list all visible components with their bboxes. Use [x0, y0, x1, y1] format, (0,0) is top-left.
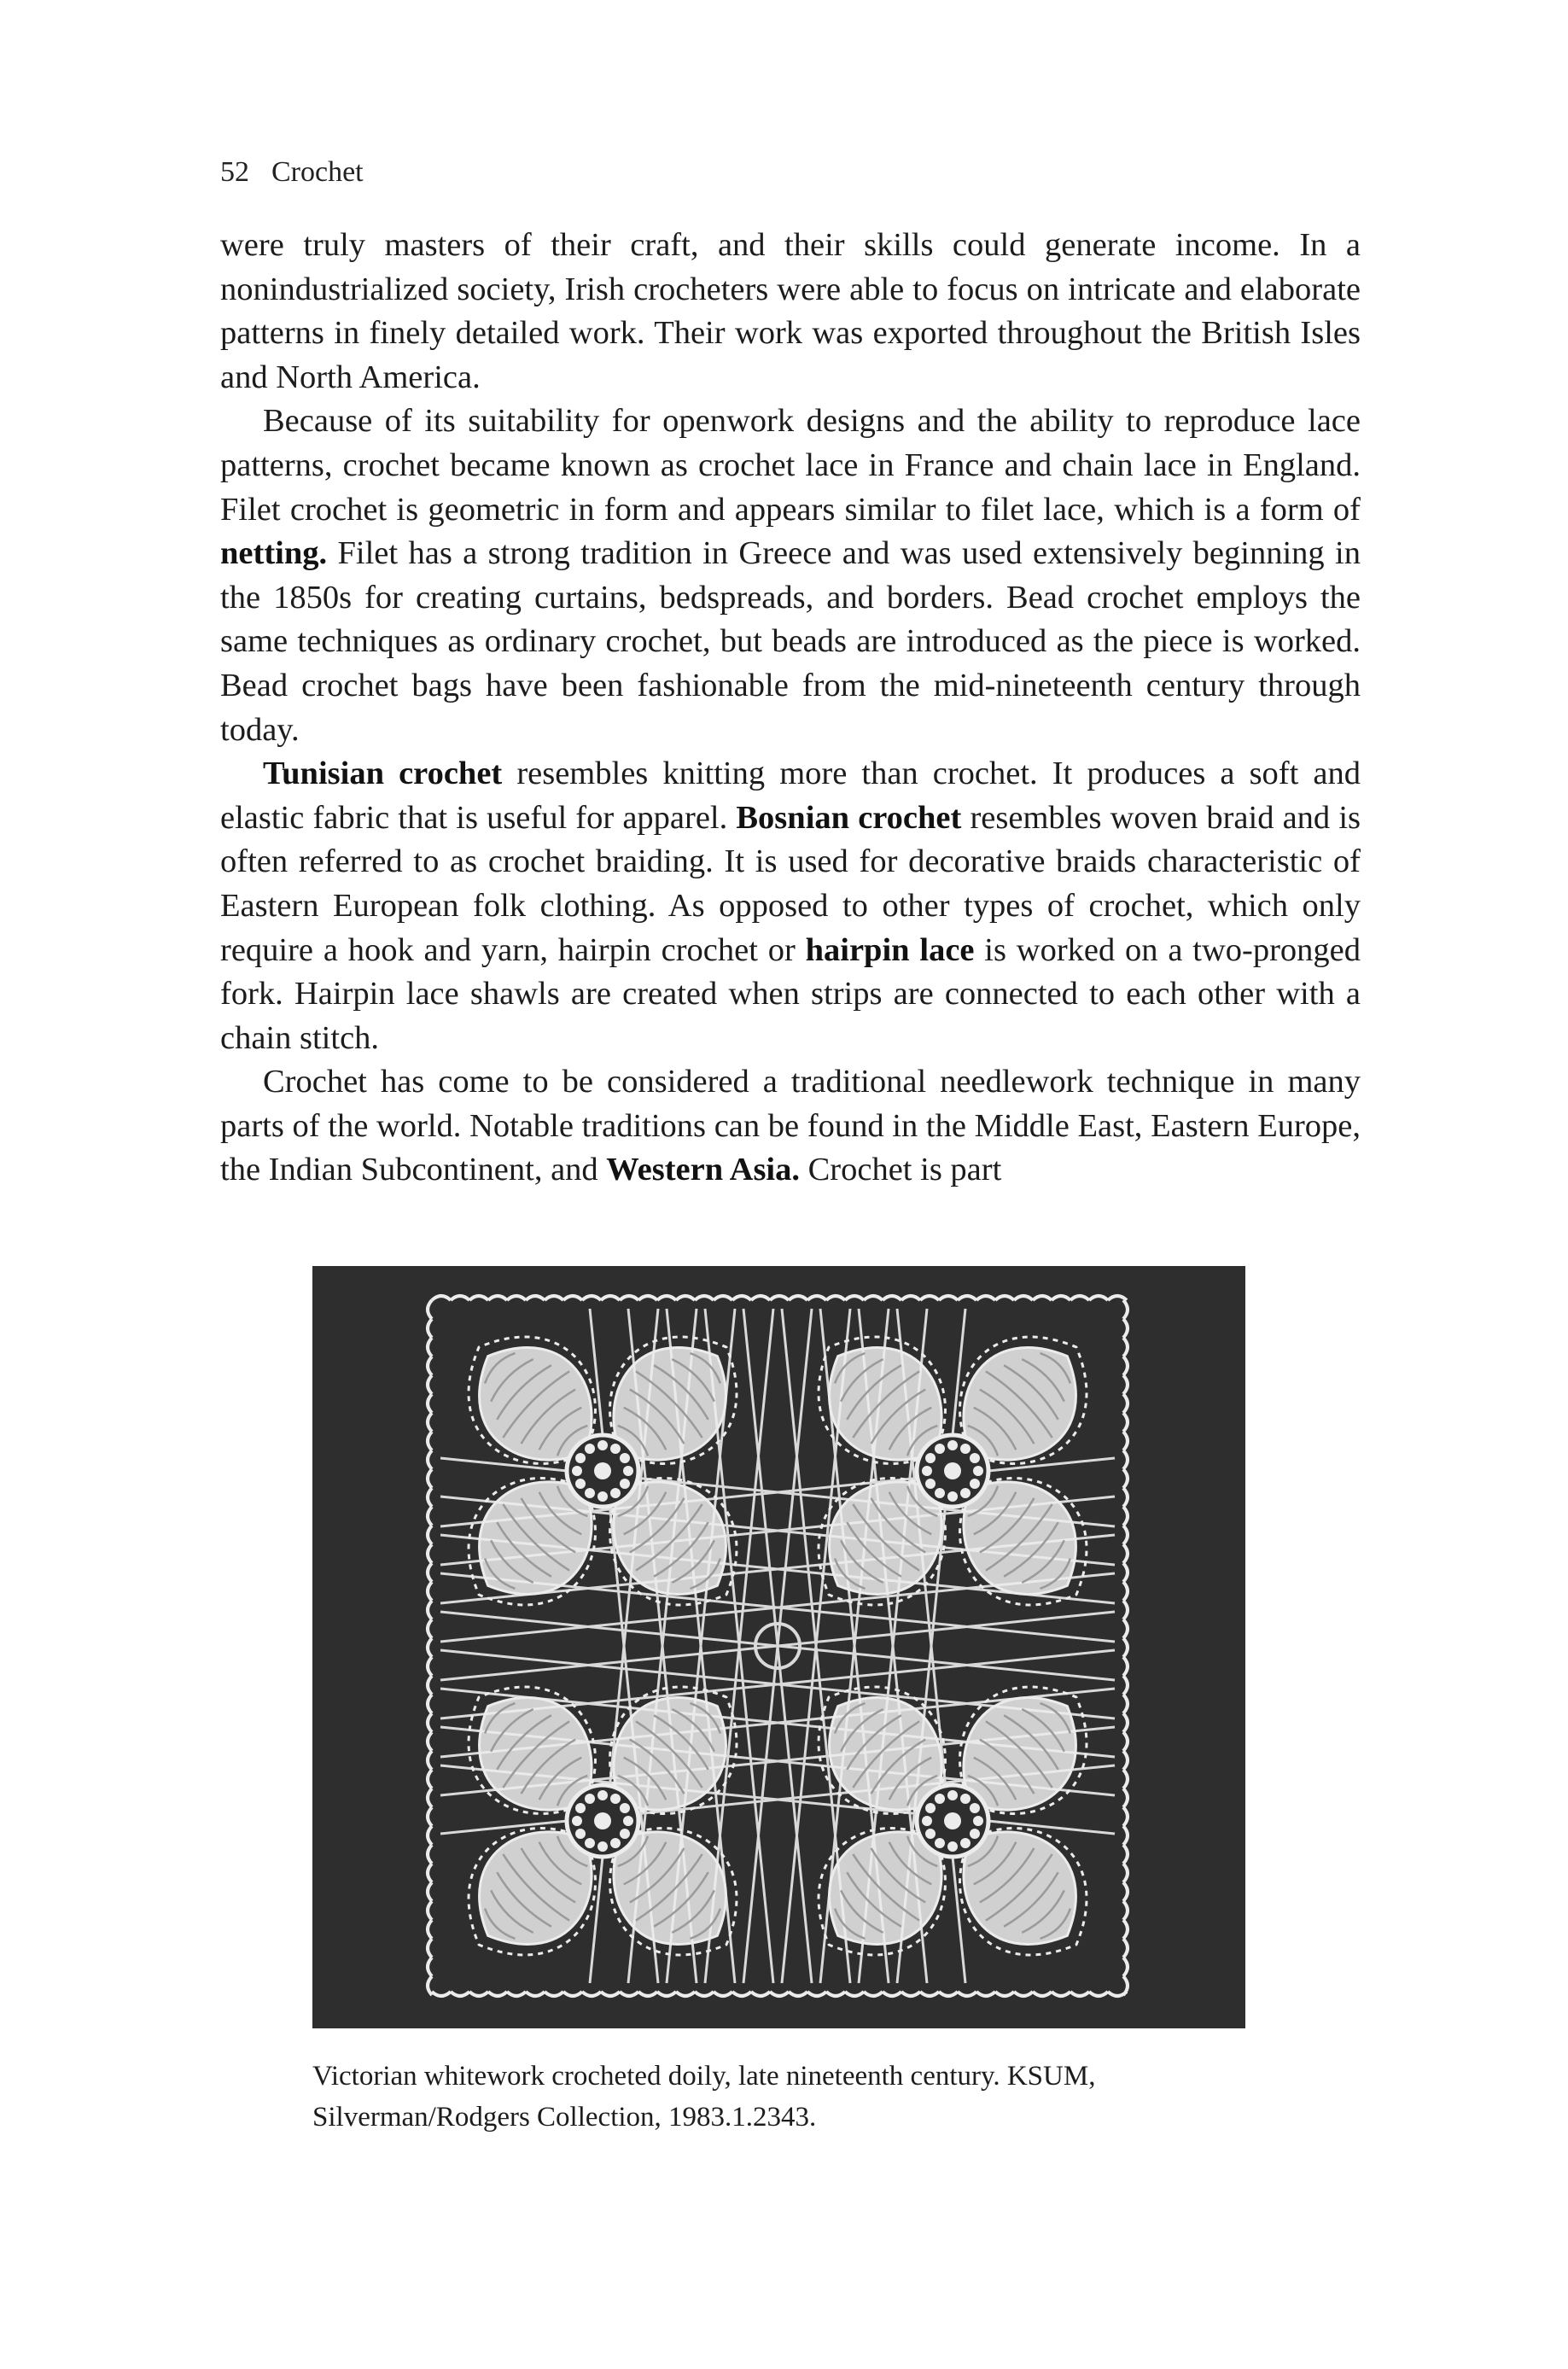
page-number: 52: [220, 156, 249, 188]
paragraph-3-text-b: resembles woven braid and is often referred to as crochet braiding. It is used for decorative braids characteristic of Eastern European folk clothing. As opposed to other types of crochet, which only require a hook and yarn, hairpin crochet or: [220, 799, 1361, 968]
paragraph-4-text-a: Crochet has come to be considered a traditional needlework technique in many parts of the world. Notable traditions can be found in the Middle East, Eastern Europe, the Indian Subcontinent, and: [220, 1064, 1361, 1188]
paragraph-4-text-b: Crochet is part: [800, 1152, 1002, 1188]
paragraph-1: [220, 224, 1361, 400]
paragraph-1-text: were truly masters of their craft, and their skills could generate income. In a nonindustrialized society, Irish crocheters were able to focus on intricate and elaborate patterns in finely detailed work. Their work was exported throughout the British Isles and North America.: [220, 227, 1361, 395]
paragraph-3-text-c: is worked on a two-pronged fork. Hairpin lace shawls are created when strips are connected to each other with a chain stitch.: [220, 931, 1361, 1056]
paragraph-2-text-a: Because of its suitability for openwork designs and the ability to reproduce lace patterns, crochet became known as crochet lace in France and chain lace in England. Filet crochet is geometric in form and appears similar to filet lace, which is a form of: [220, 403, 1361, 528]
doily-photograph: [312, 1266, 1245, 2028]
paragraph-3: [220, 752, 1361, 1060]
paragraph-3-text-a: resembles knitting more than crochet. It produces a soft and elastic fabric that is useful for apparel.: [220, 756, 1361, 836]
section-title: Crochet: [271, 156, 364, 188]
term-western-asia: Western Asia.: [606, 1152, 800, 1188]
term-bosnian-crochet: Bosnian crochet: [736, 799, 962, 836]
term-tunisian-crochet: Tunisian crochet: [263, 756, 503, 792]
paragraph-2: [220, 400, 1361, 752]
figure-caption: Victorian whitework crocheted doily, late nineteenth century. KSUM, Silverman/Rodgers Collection, 1983.1.2343.: [312, 2061, 1096, 2133]
paragraph-2-text-b: Filet has a strong tradition in Greece and was used extensively beginning in the 1850s for creating curtains, bedspreads, and borders. Bead crochet employs the same techniques as ordinary crochet, but beads are introduced as the piece is worked. Bead crochet bags have been fashionable from the mid-nineteenth century through today.: [220, 535, 1361, 748]
paragraph-4: [220, 1060, 1361, 1193]
term-netting: netting.: [220, 535, 328, 572]
doily-illustration: [312, 1266, 1245, 2028]
body-text: [220, 224, 1361, 1193]
term-hairpin-lace: hairpin lace: [805, 931, 975, 968]
running-head: [220, 152, 364, 193]
